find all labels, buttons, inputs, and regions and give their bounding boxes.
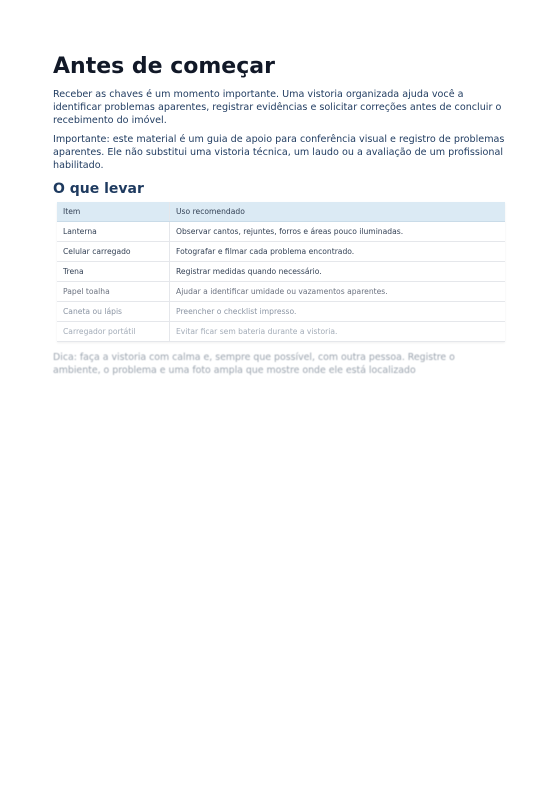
usage-cell: Observar cantos, rejuntes, forros e áreas pouco iluminadas. — [170, 222, 506, 242]
usage-cell: Registrar medidas quando necessário. — [170, 262, 506, 282]
table-row — [57, 262, 505, 282]
usage-cell: Ajudar a identificar umidade ou vazamentos aparentes. — [170, 282, 506, 302]
page-title: Antes de começar — [53, 54, 275, 79]
item-cell: Celular carregado — [57, 242, 170, 262]
item-cell: Caneta ou lápis — [57, 302, 170, 322]
usage-cell: Fotografar e filmar cada problema encontrado. — [170, 242, 506, 262]
table-row — [57, 242, 505, 262]
table-row — [57, 222, 505, 242]
usage-cell: Evitar ficar sem bateria durante a vistoria. — [170, 322, 506, 342]
item-cell: Lanterna — [57, 222, 170, 242]
notice-paragraph: Importante: este material é um guia de apoio para conferência visual e registro de problemas aparentes. Ele não substitui uma vistoria técnica, um laudo ou a avaliação de um profissional habilitado. — [53, 134, 505, 171]
table-header-row — [57, 202, 505, 222]
item-cell: Papel toalha — [57, 282, 170, 302]
usage-cell: Preencher o checklist impresso. — [170, 302, 506, 322]
document-page — [53, 48, 505, 377]
header-item: Item — [57, 202, 170, 222]
table-row — [57, 282, 505, 302]
header-usage: Uso recomendado — [170, 202, 506, 222]
tip-paragraph: Dica: faça a vistoria com calma e, sempre que possível, com outra pessoa. Registre o ambiente, o problema e uma foto ampla que mostre onde ele está localizado — [53, 352, 455, 376]
item-cell: Carregador portátil — [57, 322, 170, 342]
item-cell: Trena — [57, 262, 170, 282]
table-row — [57, 302, 505, 322]
items-table — [57, 202, 505, 342]
section-heading: O que levar — [53, 181, 144, 197]
intro-paragraph: Receber as chaves é um momento importante. Uma vistoria organizada ajuda você a identificar problemas aparentes, registrar evidências e solicitar correções antes de concluir o recebimento do imóvel. — [53, 89, 502, 126]
table-row — [57, 322, 505, 342]
